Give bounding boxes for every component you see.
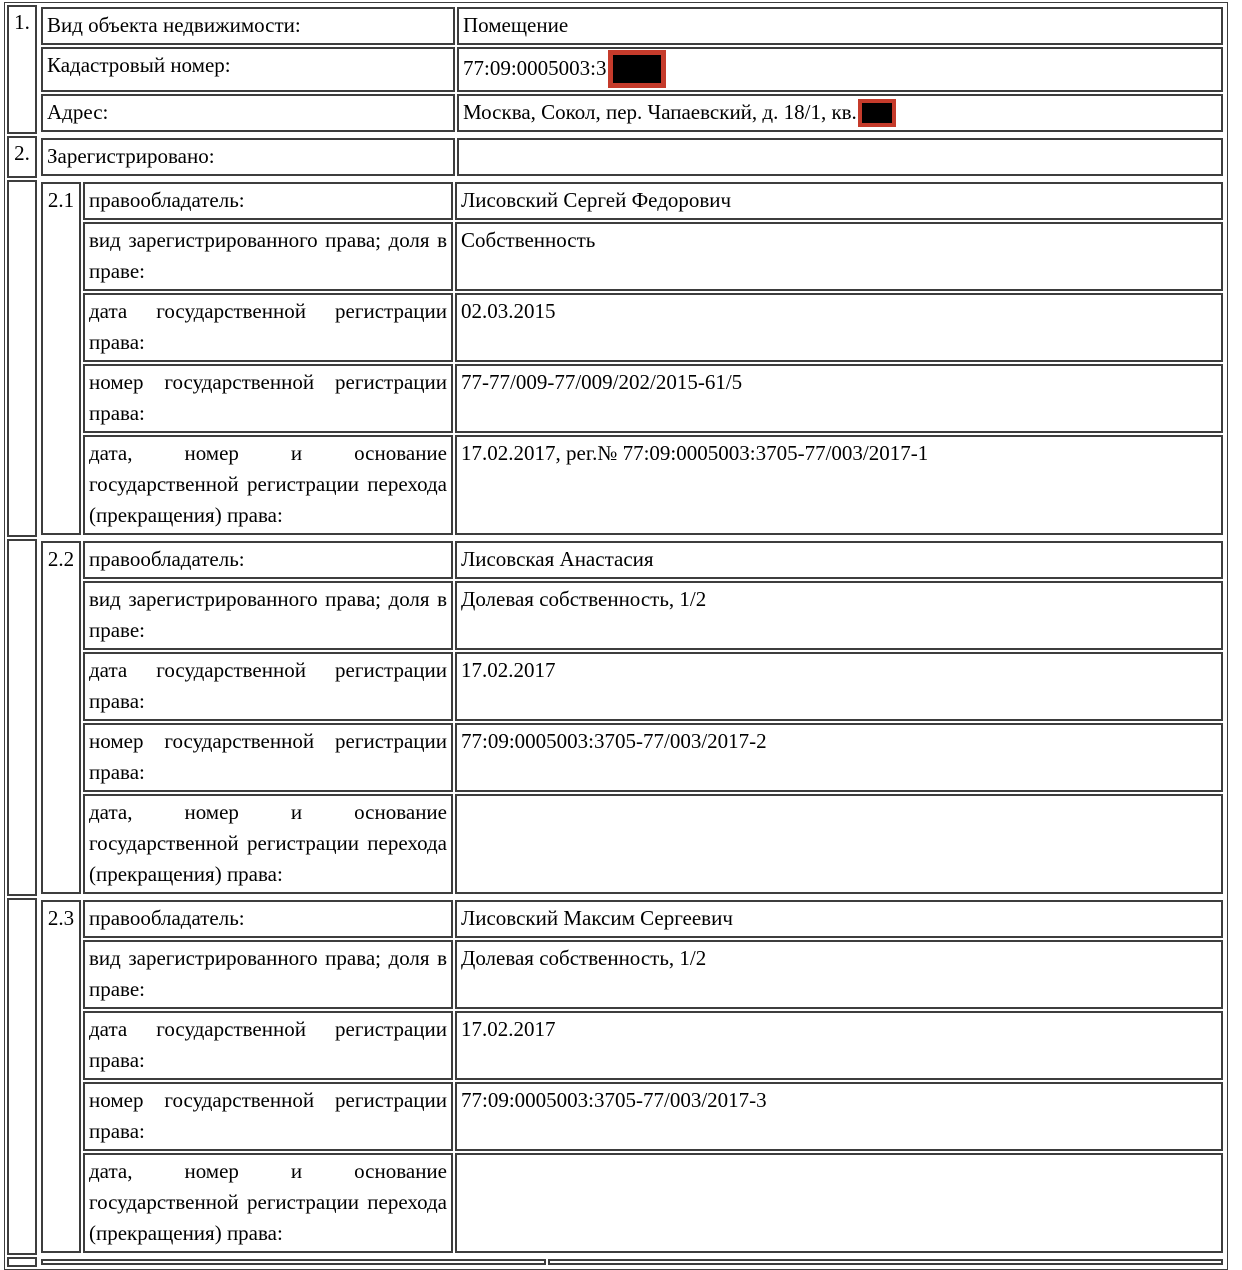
label-cell: дата, номер и основание государственной регистрации перехода (прекращения) права: (83, 435, 453, 535)
table-row (41, 364, 1223, 433)
redaction-box (858, 99, 896, 127)
redaction-box (608, 50, 666, 88)
table-row (41, 652, 1223, 721)
label-cell: номер государственной регистрации права: (83, 1082, 453, 1151)
table-row (41, 1011, 1223, 1080)
subsection-2-2-row (7, 539, 1225, 896)
address-text: Москва, Сокол, пер. Чапаевский, д. 18/1, кв. (463, 100, 857, 124)
table-row (41, 94, 1223, 132)
partial-next-row (7, 1257, 1225, 1267)
label-cell: дата государственной регистрации права: (83, 1011, 453, 1080)
label-cell: правообладатель: (83, 541, 453, 579)
section-number-empty (7, 1257, 37, 1267)
subsection-2-2-table (39, 539, 1225, 896)
value-cell: 17.02.2017 (455, 652, 1223, 721)
value-cell (457, 47, 1223, 92)
table-row (41, 435, 1223, 535)
label-cell: дата, номер и основание государственной регистрации перехода (прекращения) права: (83, 1153, 453, 1253)
label-cell: вид зарегистрированного права; доля в праве: (83, 940, 453, 1009)
value-cell (457, 138, 1223, 176)
section-number-empty (7, 180, 37, 537)
value-cell: Собственность (455, 222, 1223, 291)
label-cell (41, 1259, 546, 1265)
table-row (41, 138, 1223, 176)
value-cell (457, 94, 1223, 132)
label-cell: Зарегистрировано: (41, 138, 455, 176)
value-cell: 77:09:0005003:3705-77/003/2017-2 (455, 723, 1223, 792)
value-cell: 17.02.2017 (455, 1011, 1223, 1080)
table-row (41, 1082, 1223, 1151)
table-row (41, 1153, 1223, 1253)
value-cell (548, 1259, 1223, 1265)
value-cell: Лисовский Максим Сергеевич (455, 900, 1223, 938)
label-cell: дата, номер и основание государственной регистрации перехода (прекращения) права: (83, 794, 453, 894)
cadastral-number-text: 77:09:0005003:3 (463, 56, 607, 80)
label-cell: дата государственной регистрации права: (83, 652, 453, 721)
subsection-number: 2.2 (41, 541, 81, 894)
partial-next-table (39, 1257, 1225, 1267)
subsection-2-3-table (39, 898, 1225, 1255)
table-row (41, 293, 1223, 362)
section-number: 2. (7, 136, 37, 178)
label-cell: Адрес: (41, 94, 455, 132)
subsection-number: 2.3 (41, 900, 81, 1253)
section-2-header-row (7, 136, 1225, 178)
value-cell: Лисовская Анастасия (455, 541, 1223, 579)
section-number: 1. (7, 5, 37, 134)
subsection-2-1-row (7, 180, 1225, 537)
label-cell: вид зарегистрированного права; доля в праве: (83, 581, 453, 650)
table-row (41, 182, 1223, 220)
value-cell: 17.02.2017, рег.№ 77:09:0005003:3705-77/003/2017-1 (455, 435, 1223, 535)
section-1-row (7, 5, 1225, 134)
subsection-2-3-row (7, 898, 1225, 1255)
value-cell: 77:09:0005003:3705-77/003/2017-3 (455, 1082, 1223, 1151)
table-row (41, 940, 1223, 1009)
value-cell: Долевая собственность, 1/2 (455, 940, 1223, 1009)
section-2-header-table (39, 136, 1225, 178)
label-cell: номер государственной регистрации права: (83, 723, 453, 792)
table-row (41, 900, 1223, 938)
section-1-table (39, 5, 1225, 134)
value-cell (455, 794, 1223, 894)
section-number-empty (7, 898, 37, 1255)
label-cell: Вид объекта недвижимости: (41, 7, 455, 45)
table-row (41, 541, 1223, 579)
table-row (41, 794, 1223, 894)
table-row (41, 581, 1223, 650)
label-cell: правообладатель: (83, 900, 453, 938)
value-cell (455, 1153, 1223, 1253)
value-cell: Долевая собственность, 1/2 (455, 581, 1223, 650)
value-cell: 02.03.2015 (455, 293, 1223, 362)
table-row (41, 723, 1223, 792)
label-cell: правообладатель: (83, 182, 453, 220)
section-number-empty (7, 539, 37, 896)
label-cell: дата государственной регистрации права: (83, 293, 453, 362)
label-cell: Кадастровый номер: (41, 47, 455, 92)
registry-table (4, 2, 1228, 1270)
value-cell: 77-77/009-77/009/202/2015-61/5 (455, 364, 1223, 433)
table-row (41, 222, 1223, 291)
subsection-2-1-table (39, 180, 1225, 537)
table-row (41, 7, 1223, 45)
label-cell: номер государственной регистрации права: (83, 364, 453, 433)
value-cell: Помещение (457, 7, 1223, 45)
table-row (41, 1259, 1223, 1265)
table-row (41, 47, 1223, 92)
value-cell: Лисовский Сергей Федорович (455, 182, 1223, 220)
subsection-number: 2.1 (41, 182, 81, 535)
label-cell: вид зарегистрированного права; доля в праве: (83, 222, 453, 291)
